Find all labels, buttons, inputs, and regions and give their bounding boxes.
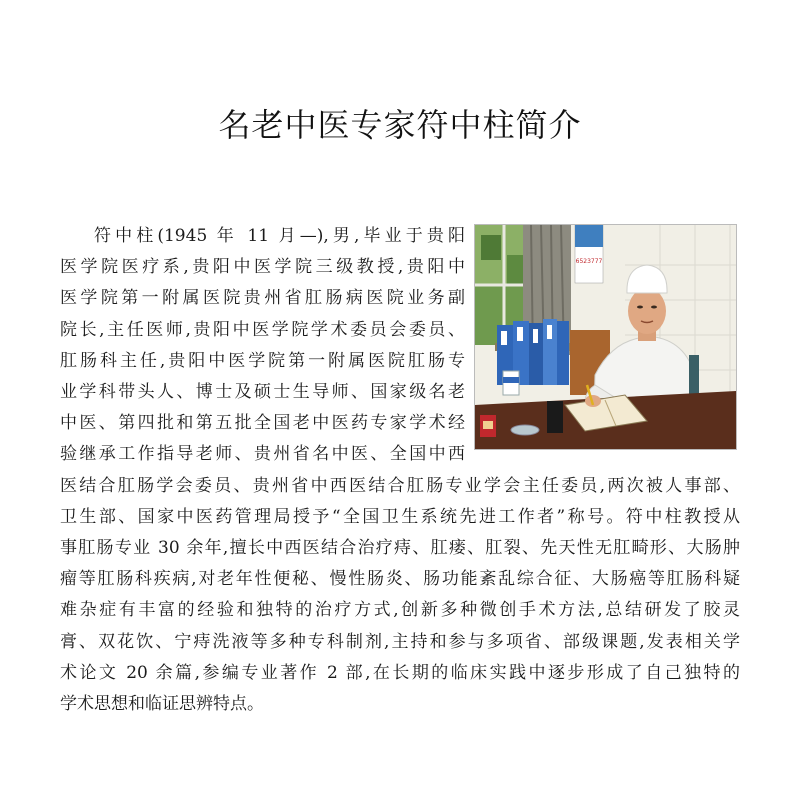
calendar-text: 6523777 — [575, 258, 603, 265]
biography-line: 医学院第一附属医院贵州省肛肠病医院业务副 — [60, 288, 465, 309]
biography-line: 院长,主任医师,贵阳中医学院学术委员会委员、 — [60, 319, 465, 340]
portrait-photo — [474, 224, 737, 450]
biography-line: 验继承工作指导老师、贵州省名中医、全国中西 — [60, 444, 465, 465]
biography-line: 事肛肠专业 30 余年,擅长中西医结合治疗痔、肛瘘、肛裂、先天性无肛畸形、大肠肿 — [60, 538, 740, 559]
biography-line: 卫生部、国家中医药管理局授予“全国卫生系统先进工作者”称号。符中柱教授从 — [60, 506, 740, 527]
biography-line: 业学科带头人、博士及硕士生导师、国家级名老 — [60, 382, 465, 403]
page-title: 名老中医专家符中柱简介 — [218, 106, 582, 144]
biography-line: 中医、第四批和第五批全国老中医药专家学术经 — [60, 413, 465, 434]
biography-line: 医结合肛肠学会委员、贵州省中西医结合肛肠专业学会主任委员,两次被人事部、 — [60, 475, 740, 496]
biography-line: 符中柱(1945 年 11 月—),男,毕业于贵阳 — [94, 226, 465, 246]
doctor-face — [628, 288, 666, 334]
biography-line: 难杂症有丰富的经验和独特的治疗方式,创新多种微创手术方法,总结研发了胶灵 — [60, 600, 740, 621]
biography-line: 术论文 20 余篇,参编专业著作 2 部,在长期的临床实践中逐步形成了自己独特的 — [60, 662, 740, 683]
biography-line: 膏、双花饮、宁痔洗液等多种专科制剂,主持和参与多项省、部级课题,发表相关学 — [60, 631, 740, 652]
portrait-illustration — [475, 225, 736, 449]
biography-line: 瘤等肛肠科疾病,对老年性便秘、慢性肠炎、肠功能紊乱综合征、大肠癌等肛肠科疑 — [60, 569, 740, 590]
biography-line: 学术思想和临证思辨特点。 — [60, 694, 264, 715]
biography-line: 医学院医疗系,贵阳中医学院三级教授,贵阳中 — [60, 257, 465, 278]
jar — [547, 401, 563, 433]
biography-line: 肛肠科主任,贵阳中医学院第一附属医院肛肠专 — [60, 350, 465, 371]
